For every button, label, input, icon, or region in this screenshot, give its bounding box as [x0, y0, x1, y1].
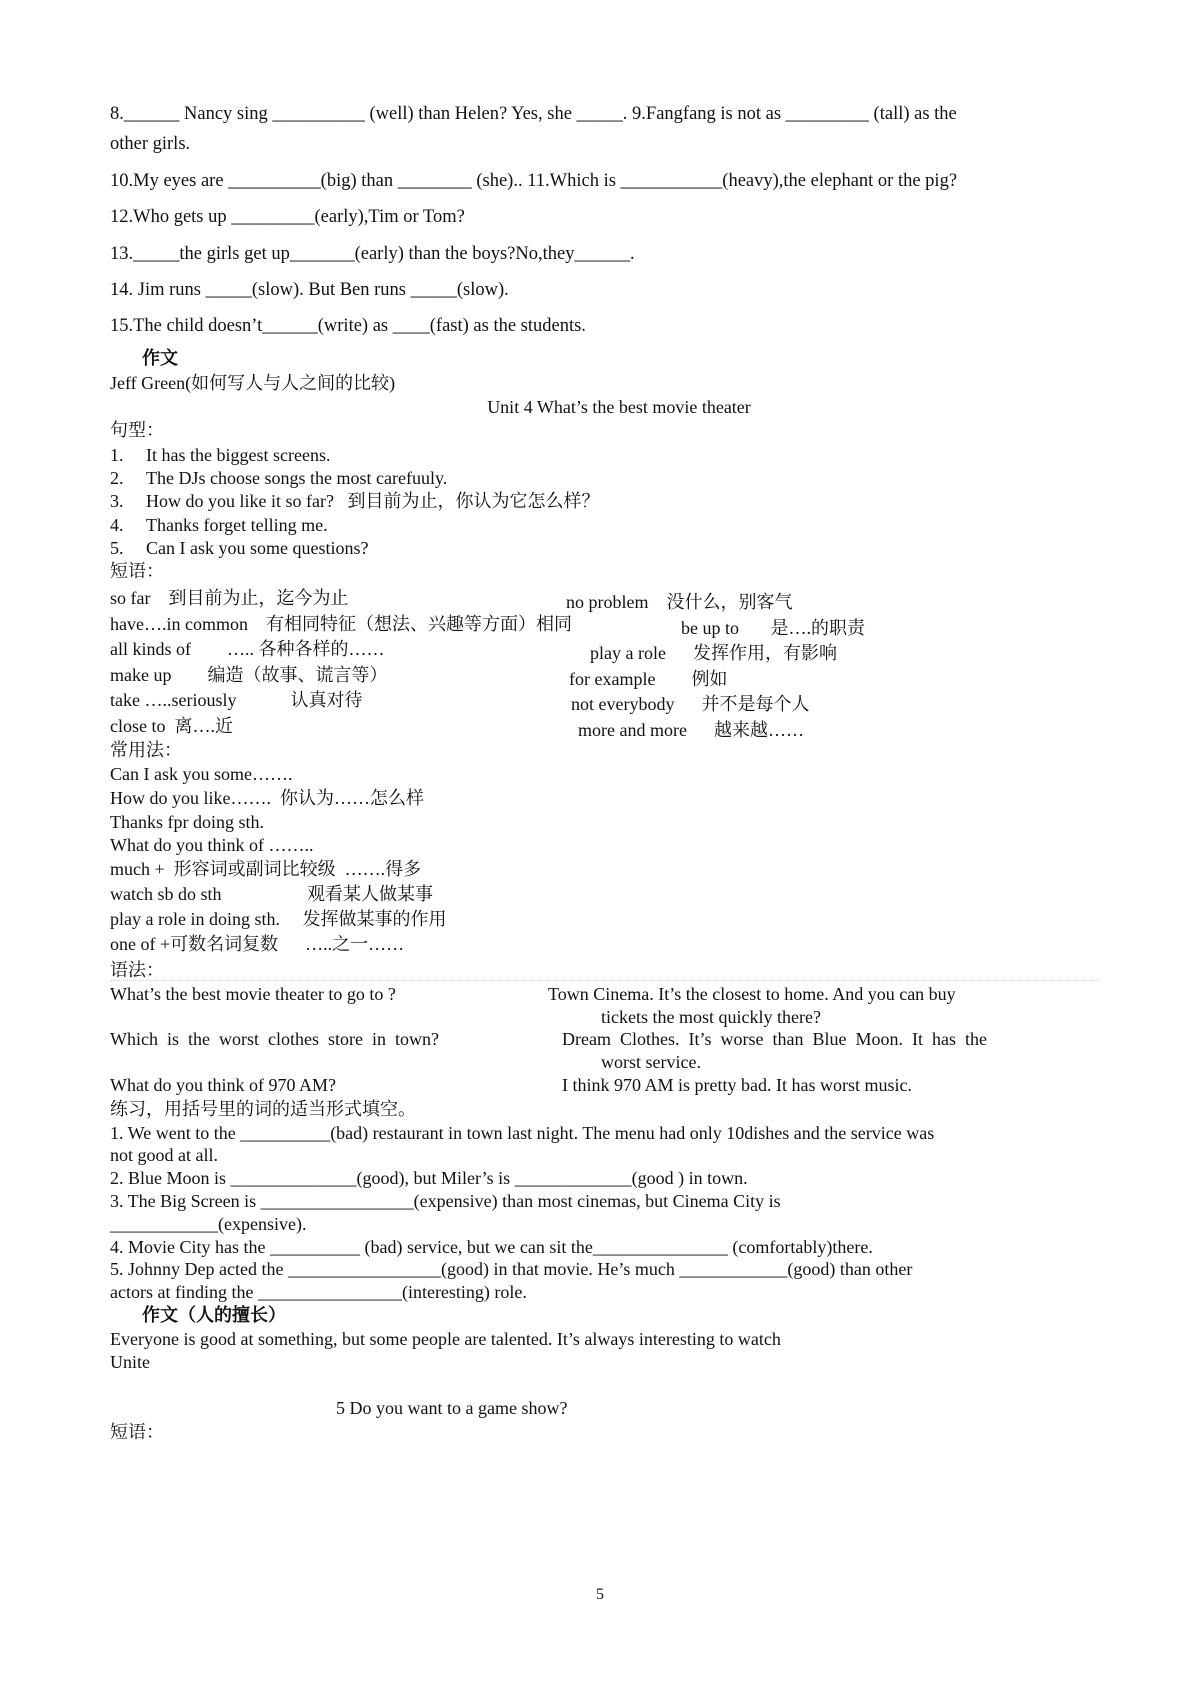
unite-text: Unite: [110, 1352, 150, 1372]
phrase-left: so far 到目前为止，迄今为止: [110, 588, 349, 608]
section-heading-usage: 常用法：: [110, 740, 182, 760]
exercise-line: 15.The child doesn’t______(write) as ____(fast) as the students.: [110, 316, 586, 336]
sentence-number: 2.: [110, 468, 124, 488]
exercise-line: 13._____the girls get up_______(early) than the boys?No,they______.: [110, 244, 635, 264]
sentence-text: How do you like it so far? 到目前为止，你认为它怎么样？: [146, 491, 600, 511]
practice-line: ____________(expensive).: [110, 1214, 307, 1234]
sentence-item: [110, 468, 447, 489]
practice-line: 4. Movie City has the __________ (bad) service, but we can sit the_______________ (comfortably)there.: [110, 1237, 873, 1257]
section-heading-phrases: 短语：: [110, 561, 164, 581]
composition-line: Jeff Green(如何写人与人之间的比较): [110, 373, 396, 393]
composition-line: Everyone is good at something, but some people are talented. It’s always interesting to watch: [110, 1329, 781, 1349]
sentence-text: The DJs choose songs the most carefuuly.: [146, 468, 448, 488]
usage-item: Can I ask you some…….: [110, 764, 293, 784]
grammar-answer-cont: tickets the most quickly there?: [601, 1007, 821, 1027]
phrase-left: have….in common 有相同特征（想法、兴趣等方面）相同: [110, 614, 572, 634]
practice-line: 1. We went to the __________(bad) restaurant in town last night. The menu had only 10dishes and the service was: [110, 1123, 935, 1143]
exercise-line: 14. Jim runs _____(slow). But Ben runs _____(slow).: [110, 280, 509, 300]
sentence-text: Can I ask you some questions?: [146, 538, 369, 558]
grammar-answer-cont: worst service.: [601, 1052, 701, 1072]
practice-line: 2. Blue Moon is ______________(good), but Miler’s is _____________(good ) in town.: [110, 1168, 748, 1188]
composition-heading: 作文: [142, 348, 178, 368]
phrase-right: be up to 是….的职责: [681, 618, 865, 638]
phrase-right: for example 例如: [569, 669, 728, 689]
usage-item: one of +可数名词复数 …..之一……: [110, 934, 405, 954]
sentence-text: It has the biggest screens.: [146, 445, 331, 465]
usage-item: How do you like……. 你认为……怎么样: [110, 788, 424, 808]
section-heading-phrases: 短语：: [110, 1422, 164, 1442]
usage-item: Thanks fpr doing sth.: [110, 812, 264, 832]
practice-line: actors at finding the ________________(interesting) role.: [110, 1282, 527, 1302]
sentence-item: [110, 491, 599, 512]
phrase-right: play a role 发挥作用，有影响: [590, 643, 837, 663]
sentence-number: 4.: [110, 515, 124, 535]
grammar-question: Which is the worst clothes store in town?: [110, 1029, 439, 1049]
exercise-line: 10.My eyes are __________(big) than ________ (she).. 11.Which is ___________(heavy),the elephant or the pig?: [110, 171, 958, 191]
exercise-line: 8.______ Nancy sing __________ (well) than Helen? Yes, she _____. 9.Fangfang is not as _________ (tall) as the: [110, 104, 957, 124]
phrase-left: all kinds of ….. 各种各样的……: [110, 639, 385, 659]
divider: [110, 980, 1100, 981]
practice-heading: 练习，用括号里的词的适当形式填空。: [110, 1099, 416, 1119]
unit-title: 5 Do you want to a game show?: [336, 1398, 568, 1418]
composition-heading: 作文（人的擅长）: [142, 1305, 286, 1325]
usage-item: watch sb do sth 观看某人做某事: [110, 884, 433, 904]
sentence-number: 1.: [110, 445, 124, 465]
sentence-item: [110, 538, 368, 559]
exercise-line: other girls.: [110, 134, 191, 154]
sentence-item: [110, 445, 330, 466]
sentence-item: [110, 515, 328, 536]
phrase-right: no problem 没什么，别客气: [566, 592, 793, 612]
section-heading-sentences: 句型：: [110, 420, 164, 440]
practice-line: not good at all.: [110, 1145, 218, 1165]
phrase-left: take …..seriously 认真对待: [110, 690, 363, 710]
usage-item: What do you think of ……..: [110, 835, 314, 855]
sentence-text: Thanks forget telling me.: [146, 515, 328, 535]
practice-line: 3. The Big Screen is _________________(expensive) than most cinemas, but Cinema City is: [110, 1191, 781, 1211]
sentence-number: 3.: [110, 491, 124, 511]
phrase-right: more and more 越来越……: [578, 720, 804, 740]
section-heading-grammar: 语法：: [110, 960, 164, 980]
grammar-answer: Dream Clothes. It’s worse than Blue Moon. It has the: [562, 1029, 987, 1049]
usage-item: much + 形容词或副词比较级 …….得多: [110, 859, 422, 879]
usage-item: play a role in doing sth. 发挥做某事的作用: [110, 909, 447, 929]
phrase-left: make up 编造（故事、谎言等）: [110, 665, 388, 685]
exercise-line: 12.Who gets up _________(early),Tim or Tom?: [110, 207, 465, 227]
grammar-question: What’s the best movie theater to go to ?: [110, 984, 396, 1004]
sentence-number: 5.: [110, 538, 124, 558]
page-number: 5: [596, 1586, 604, 1603]
unit-title: Unit 4 What’s the best movie theater: [487, 397, 751, 417]
grammar-question: What do you think of 970 AM?: [110, 1075, 336, 1095]
grammar-answer: I think 970 AM is pretty bad. It has worst music.: [562, 1075, 912, 1095]
grammar-answer: Town Cinema. It’s the closest to home. And you can buy: [548, 984, 956, 1004]
practice-line: 5. Johnny Dep acted the _________________(good) in that movie. He’s much ____________(good) than other: [110, 1259, 913, 1279]
phrase-left: close to 离….近: [110, 716, 233, 736]
phrase-right: not everybody 并不是每个人: [571, 694, 810, 714]
